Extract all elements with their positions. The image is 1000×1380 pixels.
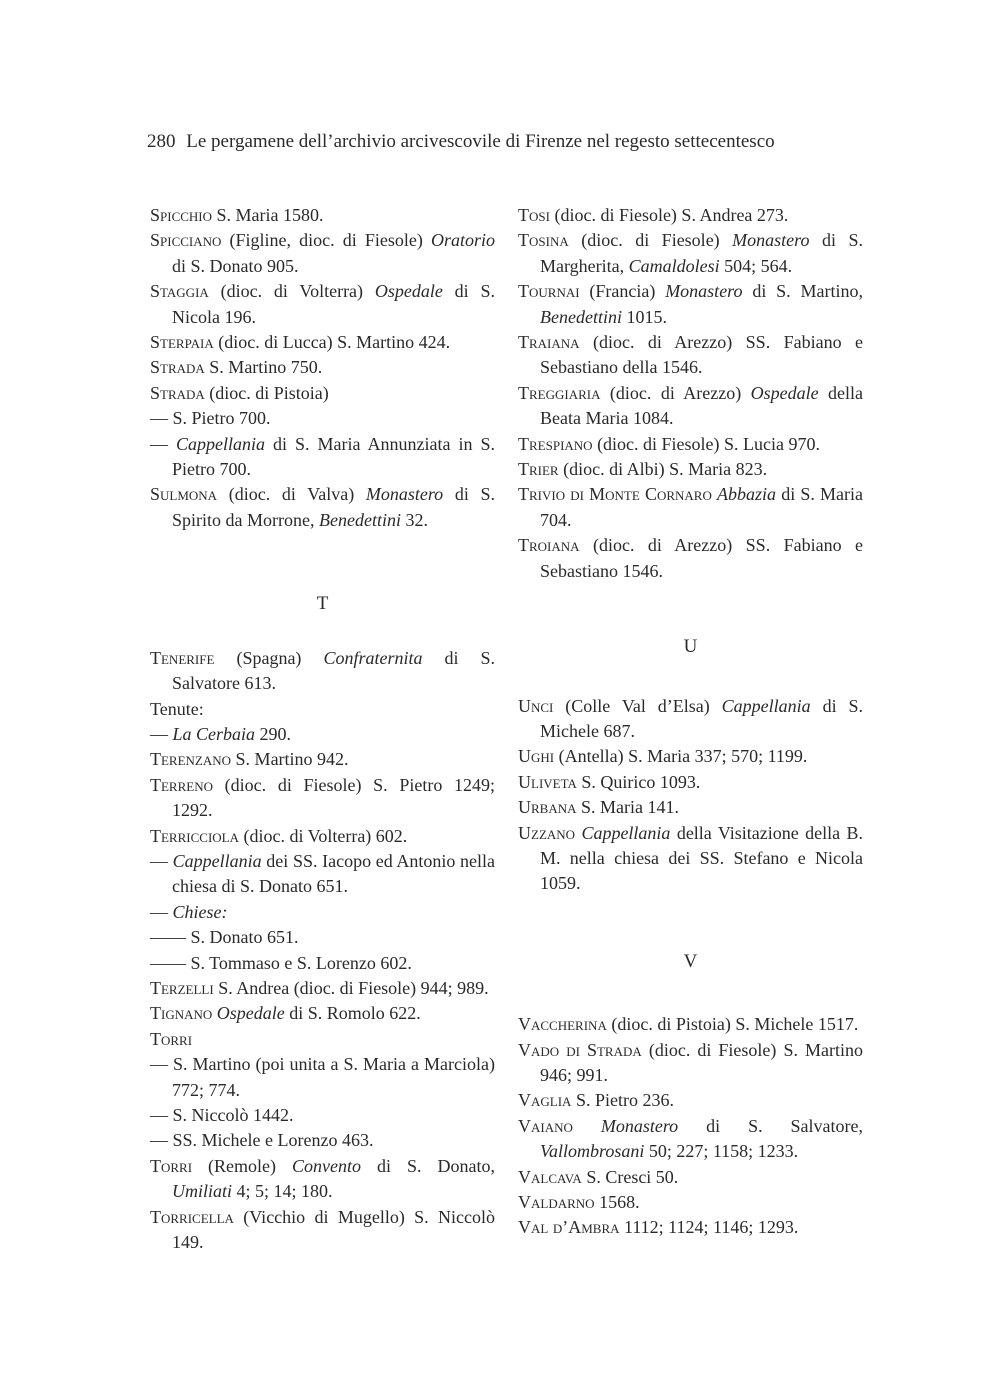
entry-dash: —— xyxy=(150,927,191,948)
entry-headword: Tignano xyxy=(150,1003,213,1024)
index-entry xyxy=(518,744,863,769)
entry-text: (dioc. di Volterra) 602. xyxy=(239,825,408,846)
entry-text: (dioc. di Fiesole) S. Andrea 273. xyxy=(549,205,789,225)
entry-text: S. Quirico 1093. xyxy=(576,771,701,792)
entry-text: S. Martino (poi unita a S. Maria a Marciola) 772; 774. xyxy=(172,1054,496,1100)
entry-italic: Oratorio xyxy=(430,230,495,251)
entry-headword: Troiana xyxy=(518,535,580,556)
entry-text: (dioc. di Lucca) S. Martino 424. xyxy=(213,332,451,353)
index-entry xyxy=(150,1027,495,1052)
entry-headword: Spicchio xyxy=(150,205,213,225)
index-entry xyxy=(518,1088,863,1113)
entry-text: (dioc. di Pistoia) xyxy=(204,382,329,403)
entry-italic: Cappellania xyxy=(176,433,266,454)
entry-headword: Vaglia xyxy=(518,1090,572,1111)
running-header xyxy=(147,131,775,153)
entry-text: S. Martino 750. xyxy=(204,357,323,378)
index-entry xyxy=(150,330,495,355)
entry-text: (Colle Val d’Elsa) xyxy=(553,695,722,716)
entry-italic: Monastero xyxy=(600,1115,679,1136)
entry-headword: Torricella xyxy=(150,1206,234,1227)
entry-text: di S. Salvatore 613. xyxy=(172,647,496,694)
entry-text: 32. xyxy=(400,509,428,530)
index-entry xyxy=(518,1165,863,1190)
page-number: 280 xyxy=(147,131,176,152)
index-entry xyxy=(150,773,495,824)
entry-text: (Spagna) xyxy=(214,647,324,668)
index-entry xyxy=(518,482,863,533)
index-entry xyxy=(150,406,495,431)
entry-headword: Tournai xyxy=(518,281,580,302)
entry-headword: Trivio di Monte Cornaro xyxy=(518,484,712,505)
entries-u xyxy=(518,694,863,897)
index-entry xyxy=(518,279,863,330)
index-entry xyxy=(518,457,863,482)
letter-heading-u: U xyxy=(683,636,698,658)
entry-headword: Staggia xyxy=(150,281,209,302)
index-entry xyxy=(150,1128,495,1153)
entry-text: di S. Nicola 196. xyxy=(172,281,495,327)
index-entry xyxy=(150,1103,495,1128)
entry-text: 504; 564. xyxy=(719,255,793,276)
index-entry xyxy=(150,646,495,697)
entry-text: (dioc. di Volterra) xyxy=(208,281,375,302)
index-entry xyxy=(150,1052,495,1103)
entry-headword: Trier xyxy=(518,459,559,480)
entry-text: (dioc. di Pistoia) S. Michele 1517. xyxy=(606,1014,859,1035)
entry-headword: Terreno xyxy=(150,774,213,795)
index-entry xyxy=(518,694,863,745)
index-entry xyxy=(518,228,863,279)
entry-text: di S. Martino, xyxy=(742,281,863,302)
entry-text: S. Maria 1580. xyxy=(212,205,324,225)
entry-text: della Beata Maria 1084. xyxy=(540,382,864,429)
entry-text: di S. Romolo 622. xyxy=(284,1003,421,1024)
entry-text: S. Donato 651. xyxy=(190,927,299,948)
entry-text: di S. Maria 704. xyxy=(540,484,863,530)
entry-italic: Vallombrosani xyxy=(540,1141,645,1162)
entry-text: (dioc. di Albi) S. Maria 823. xyxy=(558,459,768,480)
entry-text: (dioc. di Fiesole) S. Martino 946; 991. xyxy=(540,1039,864,1085)
entry-text: della Visitazione della B. M. nella chiesa dei SS. Stefano e Nicola 1059. xyxy=(540,822,863,894)
index-entry xyxy=(150,1154,495,1205)
entry-text: S. Andrea (dioc. di Fiesole) 944; 989. xyxy=(213,977,489,998)
entry-headword: Terenzano xyxy=(150,749,232,770)
entry-headword: Valdarno xyxy=(518,1192,595,1212)
index-entry xyxy=(150,697,495,722)
letter-heading-t: T xyxy=(316,593,329,615)
entry-text: di S. Margherita, xyxy=(540,230,863,276)
index-entry xyxy=(518,1038,863,1089)
entry-text: (Antella) S. Maria 337; 570; 1199. xyxy=(554,746,808,767)
index-entry xyxy=(518,1190,863,1215)
entry-dash: — xyxy=(150,723,173,744)
index-entry xyxy=(150,925,495,950)
entry-text: S. Pietro 700. xyxy=(172,408,271,429)
entry-headword: Vado di Strada xyxy=(518,1039,642,1060)
left-column xyxy=(150,203,495,1255)
entry-text: 1112; 1124; 1146; 1293. xyxy=(619,1217,799,1238)
entry-headword: Torri xyxy=(150,1028,193,1049)
entry-headword: Traiana xyxy=(518,332,580,353)
entry-text: S. Cresci 50. xyxy=(581,1166,679,1187)
entry-text: (Vicchio di Mugello) S. Niccolò 149. xyxy=(172,1206,495,1253)
entry-headword: Sterpaia xyxy=(150,332,214,353)
entry-dash: — xyxy=(150,1105,173,1125)
entry-text: S. Tommaso e S. Lorenzo 602. xyxy=(190,952,412,973)
entry-text: (Francia) xyxy=(579,281,666,302)
entry-headword: Tosi xyxy=(518,205,550,225)
entry-text: di S. Maria Annunziata in S. Pietro 700. xyxy=(172,433,496,480)
entry-text: S. Maria 141. xyxy=(576,797,680,818)
index-entry xyxy=(150,1001,495,1026)
entry-text: (Remole) xyxy=(192,1155,293,1176)
index-entry xyxy=(150,381,495,406)
entry-text: di S. Donato, xyxy=(361,1155,495,1176)
entry-italic: Monastero xyxy=(665,281,743,302)
index-entry xyxy=(518,381,863,432)
index-entry xyxy=(518,1114,863,1165)
entry-italic: Cappellania xyxy=(721,695,811,716)
entry-text: S. Martino 942. xyxy=(231,749,349,770)
entry-text: (dioc. di Valva) xyxy=(217,484,366,505)
entry-headword: Trespiano xyxy=(518,433,593,454)
index-entry xyxy=(150,355,495,380)
entry-headword: Spicciano xyxy=(150,230,222,251)
right-column xyxy=(518,203,863,1241)
entry-text: di S. Salvatore, xyxy=(678,1115,863,1136)
entry-italic: Camaldolesi xyxy=(628,255,720,276)
entry-italic: Cappellania xyxy=(172,850,262,871)
entry-text: 290. xyxy=(255,723,292,744)
entry-headword: Vaiano xyxy=(518,1115,573,1136)
entry-headword: Uliveta xyxy=(518,771,577,792)
entry-headword: Urbana xyxy=(518,797,577,818)
index-entry xyxy=(150,900,495,925)
entry-headword: Strada xyxy=(150,357,205,378)
entry-text: di S. Donato 905. xyxy=(172,255,299,276)
entry-italic: Ospedale xyxy=(750,382,819,403)
index-entry xyxy=(150,849,495,900)
index-entry xyxy=(150,722,495,747)
entries-t xyxy=(150,646,495,1256)
entry-italic: Umiliati xyxy=(172,1181,233,1202)
entry-headword: Tosina xyxy=(518,230,569,251)
entry-text xyxy=(573,1116,601,1136)
entry-headword: Valcava xyxy=(518,1166,582,1187)
entry-italic: Benedettini xyxy=(318,509,401,530)
entry-text: 1568. xyxy=(594,1192,640,1212)
entries-s xyxy=(150,203,495,533)
entry-text: (dioc. di Fiesole) S. Pietro 1249; 1292. xyxy=(172,774,495,821)
entry-text: di S. Michele 687. xyxy=(540,695,864,741)
entry-italic: Monastero xyxy=(365,484,444,505)
entry-text: (dioc. di Arezzo) xyxy=(600,382,751,403)
index-entry xyxy=(518,203,863,228)
entry-italic: Convento xyxy=(292,1155,362,1176)
entry-text: (dioc. di Fiesole) S. Lucia 970. xyxy=(592,433,821,454)
entry-headword: Unci xyxy=(518,695,554,716)
letter-heading-v: V xyxy=(683,950,698,972)
index-entry xyxy=(518,533,863,584)
entry-dash: — xyxy=(150,850,173,871)
entry-italic: Chiese: xyxy=(172,901,228,922)
entry-text: (Figline, dioc. di Fiesole) xyxy=(221,230,431,251)
entry-dash: — xyxy=(150,1054,174,1075)
entry-dash: — xyxy=(150,1130,173,1151)
index-entry xyxy=(150,976,495,1001)
index-entry xyxy=(150,432,495,483)
index-entry xyxy=(150,1205,495,1256)
entry-dash: — xyxy=(150,408,173,429)
entry-headword: Terzelli xyxy=(150,977,214,998)
entry-italic: La Cerbaia xyxy=(172,723,256,744)
entry-headword: Strada xyxy=(150,382,205,403)
index-entry xyxy=(518,770,863,795)
index-entry xyxy=(518,821,863,897)
index-entry xyxy=(518,1012,863,1037)
entry-headword: Sulmona xyxy=(150,484,218,505)
entry-dash: —— xyxy=(150,952,191,973)
book-title: Le pergamene dell’archivio arcivescovile di Firenze nel regesto settecentesco xyxy=(186,131,775,152)
index-entry xyxy=(150,824,495,849)
entry-italic: Ospedale xyxy=(374,281,443,302)
entry-text: 4; 5; 14; 180. xyxy=(232,1181,333,1202)
index-entry xyxy=(150,203,495,228)
index-entry xyxy=(518,330,863,381)
entry-text: S. Pietro 236. xyxy=(571,1090,674,1111)
entry-text: dei SS. Iacopo ed Antonio nella chiesa di S. Donato 651. xyxy=(172,850,496,897)
entry-dash: — xyxy=(150,901,173,922)
entry-headword: Torri xyxy=(150,1155,193,1176)
entry-text: (dioc. di Fiesole) xyxy=(568,230,733,251)
index-entry xyxy=(150,482,495,533)
entry-italic: Abbazia xyxy=(717,484,777,505)
index-entry xyxy=(518,432,863,457)
entry-headword: Treggiaria xyxy=(518,382,601,403)
entry-italic: Ospedale xyxy=(216,1003,285,1024)
entries-t-cont xyxy=(518,203,863,584)
entry-dash: — xyxy=(150,433,177,454)
entry-italic: Benedettini xyxy=(540,306,622,327)
entry-text: SS. Michele e Lorenzo 463. xyxy=(172,1130,374,1151)
entry-text: Tenute: xyxy=(150,698,204,719)
entry-headword: Vaccherina xyxy=(518,1014,607,1035)
index-entry xyxy=(150,228,495,279)
entry-italic: Monastero xyxy=(732,230,810,251)
entry-headword: Val d’Ambra xyxy=(518,1217,620,1238)
entry-headword: Tenerife xyxy=(150,647,215,668)
entry-italic: Confraternita xyxy=(323,647,423,668)
entry-text: (dioc. di Arezzo) SS. Fabiano e Sebastiano della 1546. xyxy=(540,332,863,378)
entry-text: (dioc. di Arezzo) SS. Fabiano e Sebastiano 1546. xyxy=(540,535,863,581)
index-entry xyxy=(150,951,495,976)
entry-text: 1015. xyxy=(621,306,667,327)
index-entry xyxy=(150,747,495,772)
entry-italic: Cappellania xyxy=(581,822,671,843)
entry-text: di S. Spirito da Morrone, xyxy=(172,484,495,530)
index-entry xyxy=(150,279,495,330)
entry-text: S. Niccolò 1442. xyxy=(172,1105,294,1125)
entry-text: 50; 227; 1158; 1233. xyxy=(644,1141,799,1162)
entry-headword: Ughi xyxy=(518,746,555,767)
entry-headword: Terricciola xyxy=(150,825,239,846)
index-entry xyxy=(518,1215,863,1240)
entries-v xyxy=(518,1012,863,1241)
entry-headword: Uzzano xyxy=(518,822,576,843)
index-entry xyxy=(518,795,863,820)
